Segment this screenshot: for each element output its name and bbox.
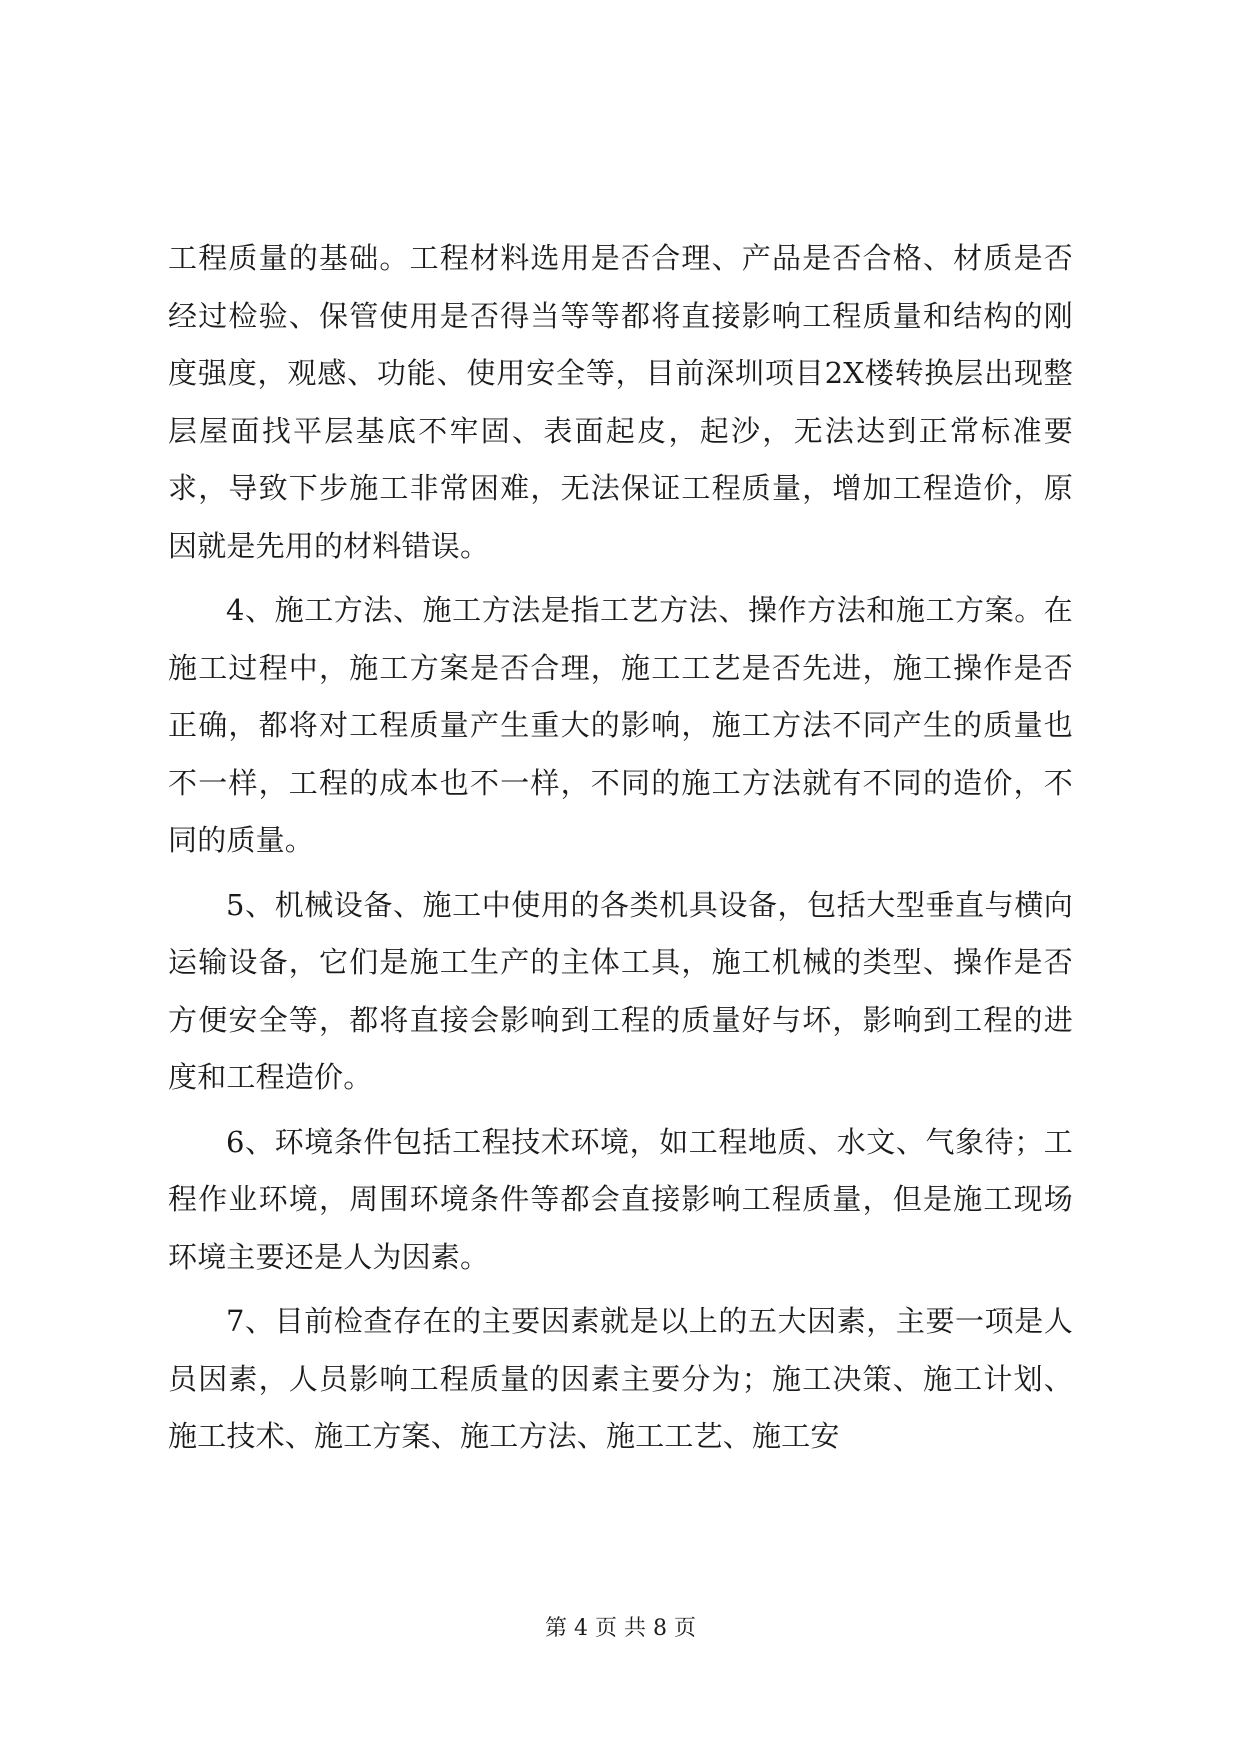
- paragraph-environment-conditions: 6、环境条件包括工程技术环境，如工程地质、水文、气象待；工程作业环境，周围环境条件等都会直接影响工程质量，但是施工现场环境主要还是人为因素。: [168, 1124, 1073, 1274]
- page-number-footer: 第 4 页 共 8 页: [545, 1616, 696, 1641]
- paragraph-construction-method: 4、施工方法、施工方法是指工艺方法、操作方法和施工方案。在施工过程中，施工方案是否合理，施工工艺是否先进，施工操作是否正确，都将对工程质量产生重大的影响，施工方法不同产生的质量也不一样，工程的成本也不一样，不同的施工方法就有不同的造价，不同的质量。: [168, 593, 1073, 857]
- document-body: [168, 230, 1073, 1473]
- paragraph-main-factors: 7、目前检查存在的主要因素就是以上的五大因素，主要一项是人员因素，人员影响工程质量的因素主要分为；施工决策、施工计划、施工技术、施工方案、施工方法、施工工艺、施工安: [168, 1304, 1073, 1453]
- paragraph-material-basis: 工程质量的基础。工程材料选用是否合理、产品是否合格、材质是否经过检验、保管使用是否得当等等都将直接影响工程质量和结构的刚度强度，观感、功能、使用安全等，目前深圳项目2X楼转换层出现整层屋面找平层基底不牢固、表面起皮，起沙，无法达到正常标准要求，导致下步施工非常困难，无法保证工程质量，增加工程造价，原因就是先用的材料错误。: [168, 241, 1073, 563]
- paragraph-machinery-equipment: 5、机械设备、施工中使用的各类机具设备，包括大型垂直与横向运输设备，它们是施工生产的主体工具，施工机械的类型、操作是否方便安全等，都将直接会影响到工程的质量好与坏，影响到工程的进度和工程造价。: [168, 887, 1073, 1094]
